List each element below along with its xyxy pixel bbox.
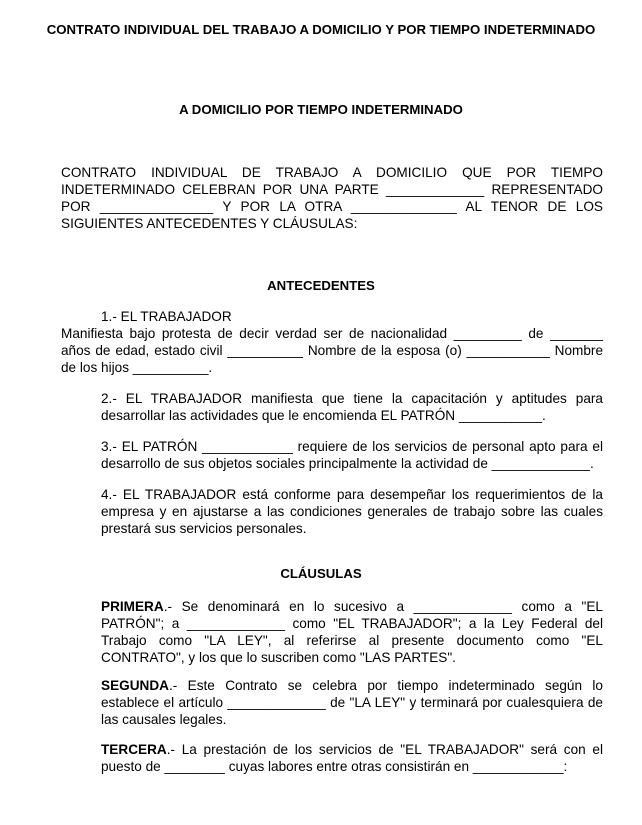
clausula-primera-label: PRIMERA xyxy=(101,599,164,614)
document-subtitle: A DOMICILIO POR TIEMPO INDETERMINADO xyxy=(179,102,463,117)
clausula-segunda xyxy=(61,677,603,728)
antecedentes-heading: ANTECEDENTES xyxy=(267,278,375,293)
antecedente-4: 4.- EL TRABAJADOR está conforme para desempeñar los requerimientos de la empresa y en ajustarse a las condiciones generales de trabajo sobre las cuales prestará sus servicios personales. xyxy=(101,487,603,536)
clausula-segunda-label: SEGUNDA xyxy=(101,678,169,693)
intro-paragraph: CONTRATO INDIVIDUAL DE TRABAJO A DOMICILIO QUE POR TIEMPO INDETERMINADO CELEBRAN POR UNA PARTE _____________ REPRESENTADO POR _______________ Y POR LA OTRA ______________ AL TENOR DE LOS SIGUIENTES ANTECEDENTES Y CLÁUSULAS: xyxy=(61,165,603,231)
clausula-tercera-label: TERCERA xyxy=(101,742,167,757)
clausula-primera xyxy=(61,598,603,666)
clausulas-heading: CLÁUSULAS xyxy=(280,566,362,581)
clausula-tercera xyxy=(61,741,603,775)
clausula-primera-text: .- Se denominará en lo sucesivo a _____________ como a "EL PATRÓN"; a _____________ como "EL TRABAJADOR"; a la Ley Federal del Trabajo como "LA LEY", al referirse al presente documento como "EL CONTRATO", y los que lo suscriben como "LAS PARTES". xyxy=(101,599,603,665)
document-title: CONTRATO INDIVIDUAL DEL TRABAJO A DOMICILIO Y POR TIEMPO INDETERMINADO xyxy=(46,22,596,37)
antecedente-1-body: Manifiesta bajo protesta de decir verdad ser de nacionalidad _________ de _______ años de edad, estado civil __________ Nombre de la esposa (o) ___________ Nombre de los hijos __________. xyxy=(61,326,603,375)
clausula-segunda-text: .- Este Contrato se celebra por tiempo indeterminado según lo establece el artículo _____________ de "LA LEY" y terminará por cualesquiera de las causales legales. xyxy=(101,678,603,727)
antecedente-2: 2.- EL TRABAJADOR manifiesta que tiene la capacitación y aptitudes para desarrollar las actividades que le encomienda EL PATRÓN ___________. xyxy=(101,391,603,423)
antecedente-3: 3.- EL PATRÓN ____________ requiere de los servicios de personal apto para el desarrollo de sus objetos sociales principalmente la actividad de _____________. xyxy=(101,439,603,471)
antecedente-1-title: 1.- EL TRABAJADOR xyxy=(101,309,232,324)
clausula-tercera-text: .- La prestación de los servicios de "EL TRABAJADOR" será con el puesto de ________ cuyas labores entre otras consistirán en ____________: xyxy=(101,742,603,774)
antecedente-1 xyxy=(61,308,603,376)
